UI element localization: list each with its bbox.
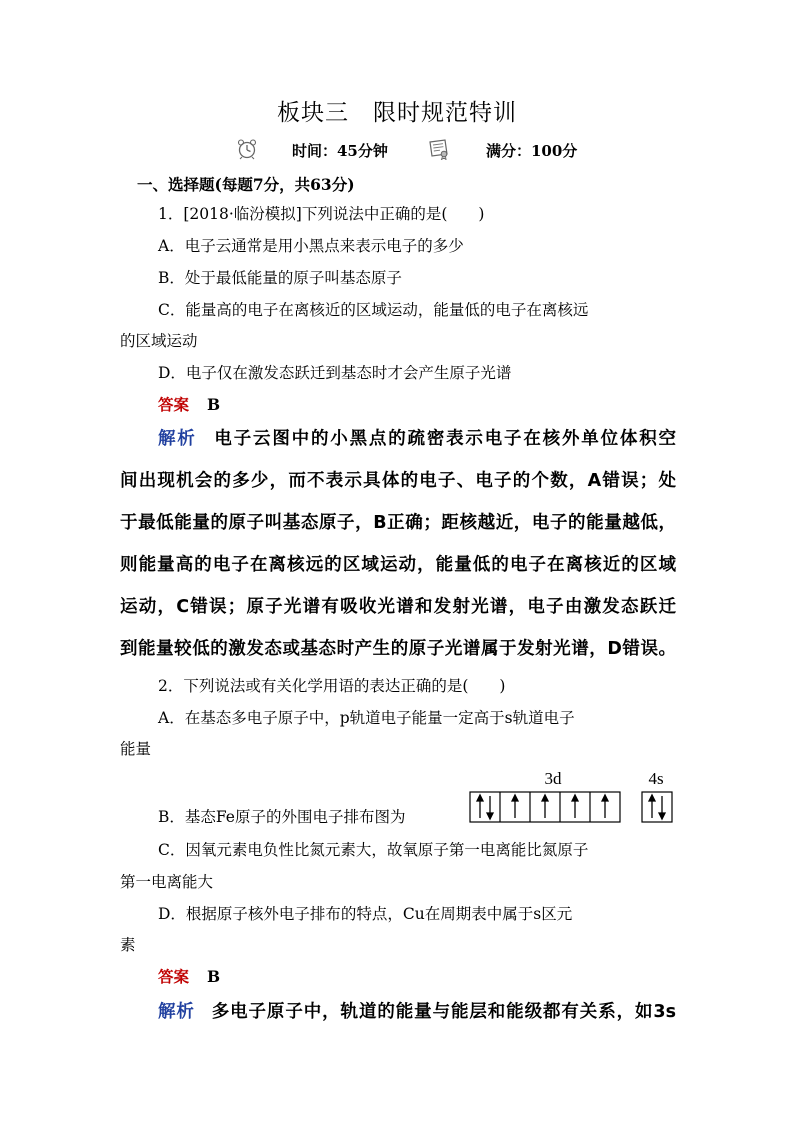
exam-meta (0, 138, 794, 164)
page-title: 板块三 限时规范特训 (277, 100, 517, 126)
explanation-label: 解析 (158, 1002, 195, 1022)
q1-option-b: B．处于最低能量的原子叫基态原子 (158, 269, 402, 287)
q2-explanation-line (158, 1001, 676, 1023)
q1-explanation-line: 到能量较低的激发态或基态时产生的原子光谱属于发射光谱，D错误。 (120, 639, 676, 659)
q1-option-c-cont: 的区域运动 (120, 332, 198, 350)
q1-explanation-line: 运动，C错误；原子光谱有吸收光谱和发射光谱，电子由激发态跃迁 (120, 597, 676, 617)
orbital-4s-label: 4s (648, 769, 664, 788)
q1-explanation-line (158, 428, 676, 450)
answer-value: B (207, 967, 221, 986)
q1-explanation-line: 则能量高的电子在离核远的区域运动，能量低的电子在离核近的区域 (120, 555, 676, 575)
answer-label: 答案 (158, 395, 190, 414)
q2-option-b: B．基态Fe原子的外围电子排布图为 (158, 808, 406, 826)
q1-option-d: D．电子仅在激发态跃迁到基态时才会产生原子光谱 (158, 364, 512, 382)
time-limit: 时间：45分钟 (292, 142, 388, 160)
answer-value: B (207, 395, 221, 414)
q2-option-d: D．根据原子核外电子排布的特点，Cu在周期表中属于s区元 (158, 905, 573, 923)
q2-answer (158, 967, 220, 987)
q1-explanation-line: 间出现机会的多少，而不表示具体的电子、电子的个数，A错误；处 (120, 471, 676, 491)
q1-option-c: C．能量高的电子在离核近的区域运动，能量低的电子在离核远 (158, 301, 589, 319)
alarm-clock-icon (236, 138, 258, 164)
q1-option-a: A．电子云通常是用小黑点来表示电子的多少 (158, 237, 464, 255)
q2-option-a-cont: 能量 (120, 740, 152, 758)
certificate-icon (427, 138, 451, 164)
q2-option-c-cont: 第一电离能大 (120, 873, 214, 891)
explanation-label: 解析 (158, 429, 197, 449)
fe-orbital-diagram (468, 766, 678, 826)
q2-option-a: A．在基态多电子原子中，p轨道电子能量一定高于s轨道电子 (158, 709, 575, 727)
q2-option-d-cont: 素 (120, 936, 136, 954)
q2-option-c: C．因氧元素电负性比氮元素大，故氧原子第一电离能比氮原子 (158, 841, 589, 859)
section-heading: 一、选择题(每题7分，共63分) (137, 175, 355, 194)
explanation-text: 多电子原子中，轨道的能量与能层和能级都有关系，如3s (210, 1002, 677, 1022)
explanation-text: 电子云图中的小黑点的疏密表示电子在核外单位体积空 (212, 429, 677, 449)
q1-stem: 1．[2018·临汾模拟]下列说法中正确的是( ) (158, 205, 485, 223)
answer-label: 答案 (158, 967, 190, 986)
full-score: 满分：100分 (486, 142, 578, 160)
q2-stem: 2．下列说法或有关化学用语的表达正确的是( ) (158, 677, 506, 695)
orbital-4s-box (642, 792, 672, 822)
orbital-3d-label: 3d (544, 769, 562, 788)
q1-explanation-line: 于最低能量的原子叫基态原子，B正确；距核越近，电子的能量越低， (120, 513, 676, 533)
q1-answer (158, 395, 220, 415)
